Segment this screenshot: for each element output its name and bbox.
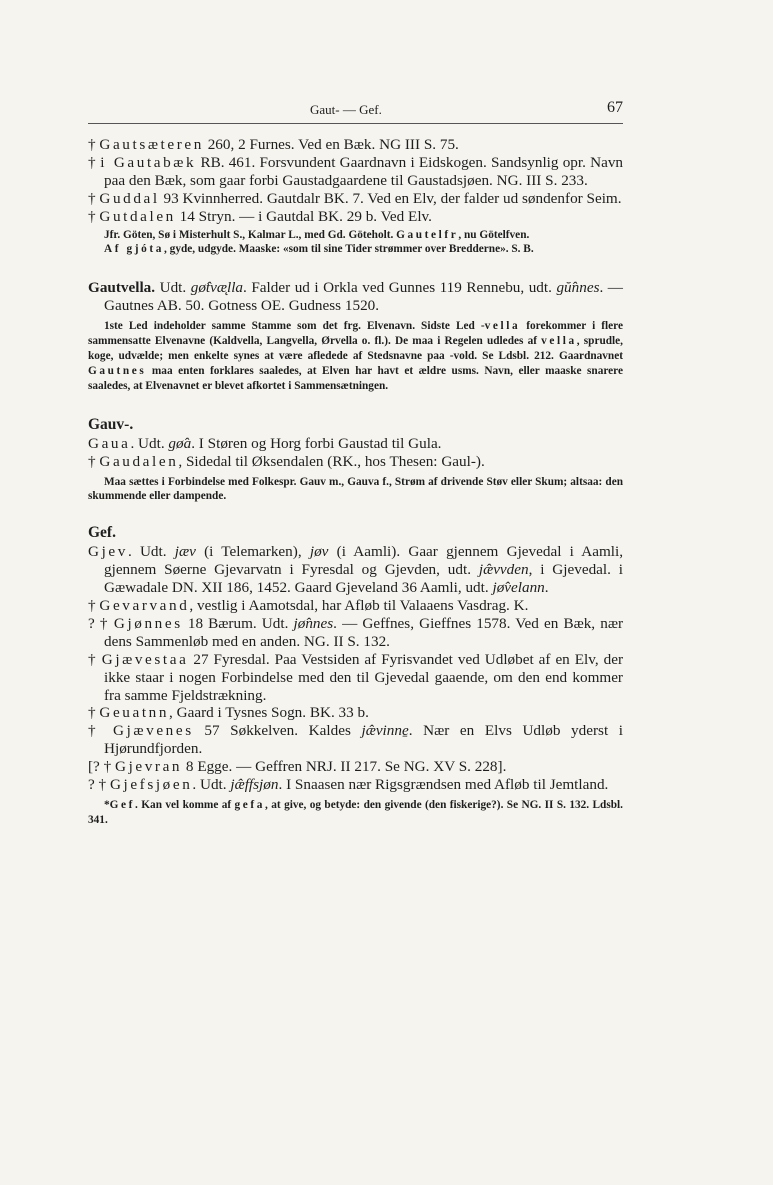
note-gjota: Af gjóta, gyde, udgyde. Maaske: «som til sine Tider strømmer over Bredderne». S. B. [104, 243, 534, 256]
page-body [88, 136, 623, 828]
entry-gjonnes: ? † Gjønnes 18 Bærum. Udt. jø̂nnes. — Geffnes, Gieffnes 1578. Ved en Bæk, nær dens Sammenløb med en anden. NG. II S. 132. [88, 614, 624, 650]
entry-gutdalen: † Gutdalen 14 Stryn. — i Gautdal BK. 29 b. Ved Elv. [88, 207, 432, 225]
page-number: 67 [607, 99, 623, 116]
entry-gautabaek: † i Gautabæk RB. 461. Forsvundent Gaardnavn i Eidskogen. Sandsynlig opr. Navn paa den Bæk, som gaar forbi Gaustadgaardene til Gaustadsjøen. NG. III S. 233. [88, 153, 624, 189]
section-heading-gef: Gef. [88, 524, 116, 542]
note-gef: *Gef. Kan vel komme af gefa, at give, og betyde: den givende (den fiskerige?). Se NG. II S. 132. Ldsbl. 341. [88, 799, 623, 826]
running-header [88, 99, 623, 124]
entry-gjaevenes: † Gjævenes 57 Søkkelven. Kaldes jæ̂vinne̱. Nær en Elvs Udløb yderst i Hjørundfjorden. [88, 722, 623, 758]
entry-gjev: Gjev. Udt. jæv (i Telemarken), jøv (i Aamli). Gaar gjennem Gjevedal i Aamli, gjennem Søerne Gjevarvatn i Fyresdal og Gjevden, udt. jæ̂vvden, i Gjevedal. i Gæwadale DN. XII 186, 1452. Gaard Gjeveland 36 Aamli, udt. jø̂velann. [88, 543, 624, 597]
entry-gjefsjoen: ? † Gjefsjøen. Udt. jæ̂ffsjøn. I Snaasen nær Rigsgrændsen med Afløb til Jemtland. [88, 776, 609, 794]
entry-gevarvand: † Gevarvand, vestlig i Aamotsdal, har Afløb til Valaaens Vasdrag. K. [88, 597, 529, 615]
headword-gautvella: Gautvella. [88, 279, 156, 297]
entry-gjaevestaa: † Gjævestaa 27 Fyresdal. Paa Vestsiden af Fyrisvandet ved Udløbet af en Elv, der ikke staar i nogen Forbindelse med den til Gjevedal gaaende, om den end kommer fra samme Fjeldstrækning. [88, 650, 624, 704]
note-gautvella: 1ste Led indeholder samme Stamme som det frg. Elvenavn. Sidste Led -vella forekommer i flere sammensatte Elvenavne (Kaldvella, Langvella, Ørvella o. fl.). De maa i Regelen udledes af vella, sprudle, koge, udvælde; men enkelte synes at være afledede af Stedsnavne paa -vold. Se Ldsbl. 212. Gaardnavnet Gautnes maa enten forklares saaledes, at Elven har havt et ældre usms. Navn, eller maaske snarere saaledes, at Elvenavnet er blevet afkortet i Sammensætningen. [88, 320, 624, 392]
entry-gaua: Gaua. Udt. gø̂a. I Støren og Horg forbi Gaustad til Gula. [88, 434, 442, 452]
section-heading-gauv: Gauv-. [88, 415, 134, 433]
note-goten: Jfr. Göten, Sø i Misterhult S., Kalmar L., med Gd. Göteholt. Gautelfr, nu Götelfven. [104, 228, 530, 241]
note-gauv: Maa sættes i Forbindelse med Folkespr. Gauv m., Gauva f., Strøm af drivende Støv eller Skum; altsaa: den skummende eller dampende. [88, 475, 623, 503]
entry-gaudalen: † Gaudalen, Sidedal til Øksendalen (RK., hos Thesen: Gaul-). [88, 452, 485, 470]
entry-guddal: † Guddal 93 Kvinnherred. Gautdalr BK. 7. Ved en Elv, der falder ud søndenfor Seim. [88, 189, 622, 207]
header-title: Gaut- — Gef. [310, 102, 382, 117]
entry-gautsaeteren: † Gautsæteren 260, 2 Furnes. Ved en Bæk. NG III S. 75. [88, 136, 459, 153]
entry-gjevran: [? † Gjevran 8 Egge. — Geffren NRJ. II 217. Se NG. XV S. 228]. [88, 758, 507, 776]
entry-geuatnn: † Geuatnn, Gaard i Tysnes Sogn. BK. 33 b. [88, 704, 369, 722]
entry-gautvella: Gautvella. Udt. gø̂tvæ̨lla. Falder ud i Orkla ved Gunnes 119 Rennebu, udt. gŭ̂nnes. — Gautnes AB. 50. Gotness OE. Gudness 1520. [88, 279, 623, 315]
